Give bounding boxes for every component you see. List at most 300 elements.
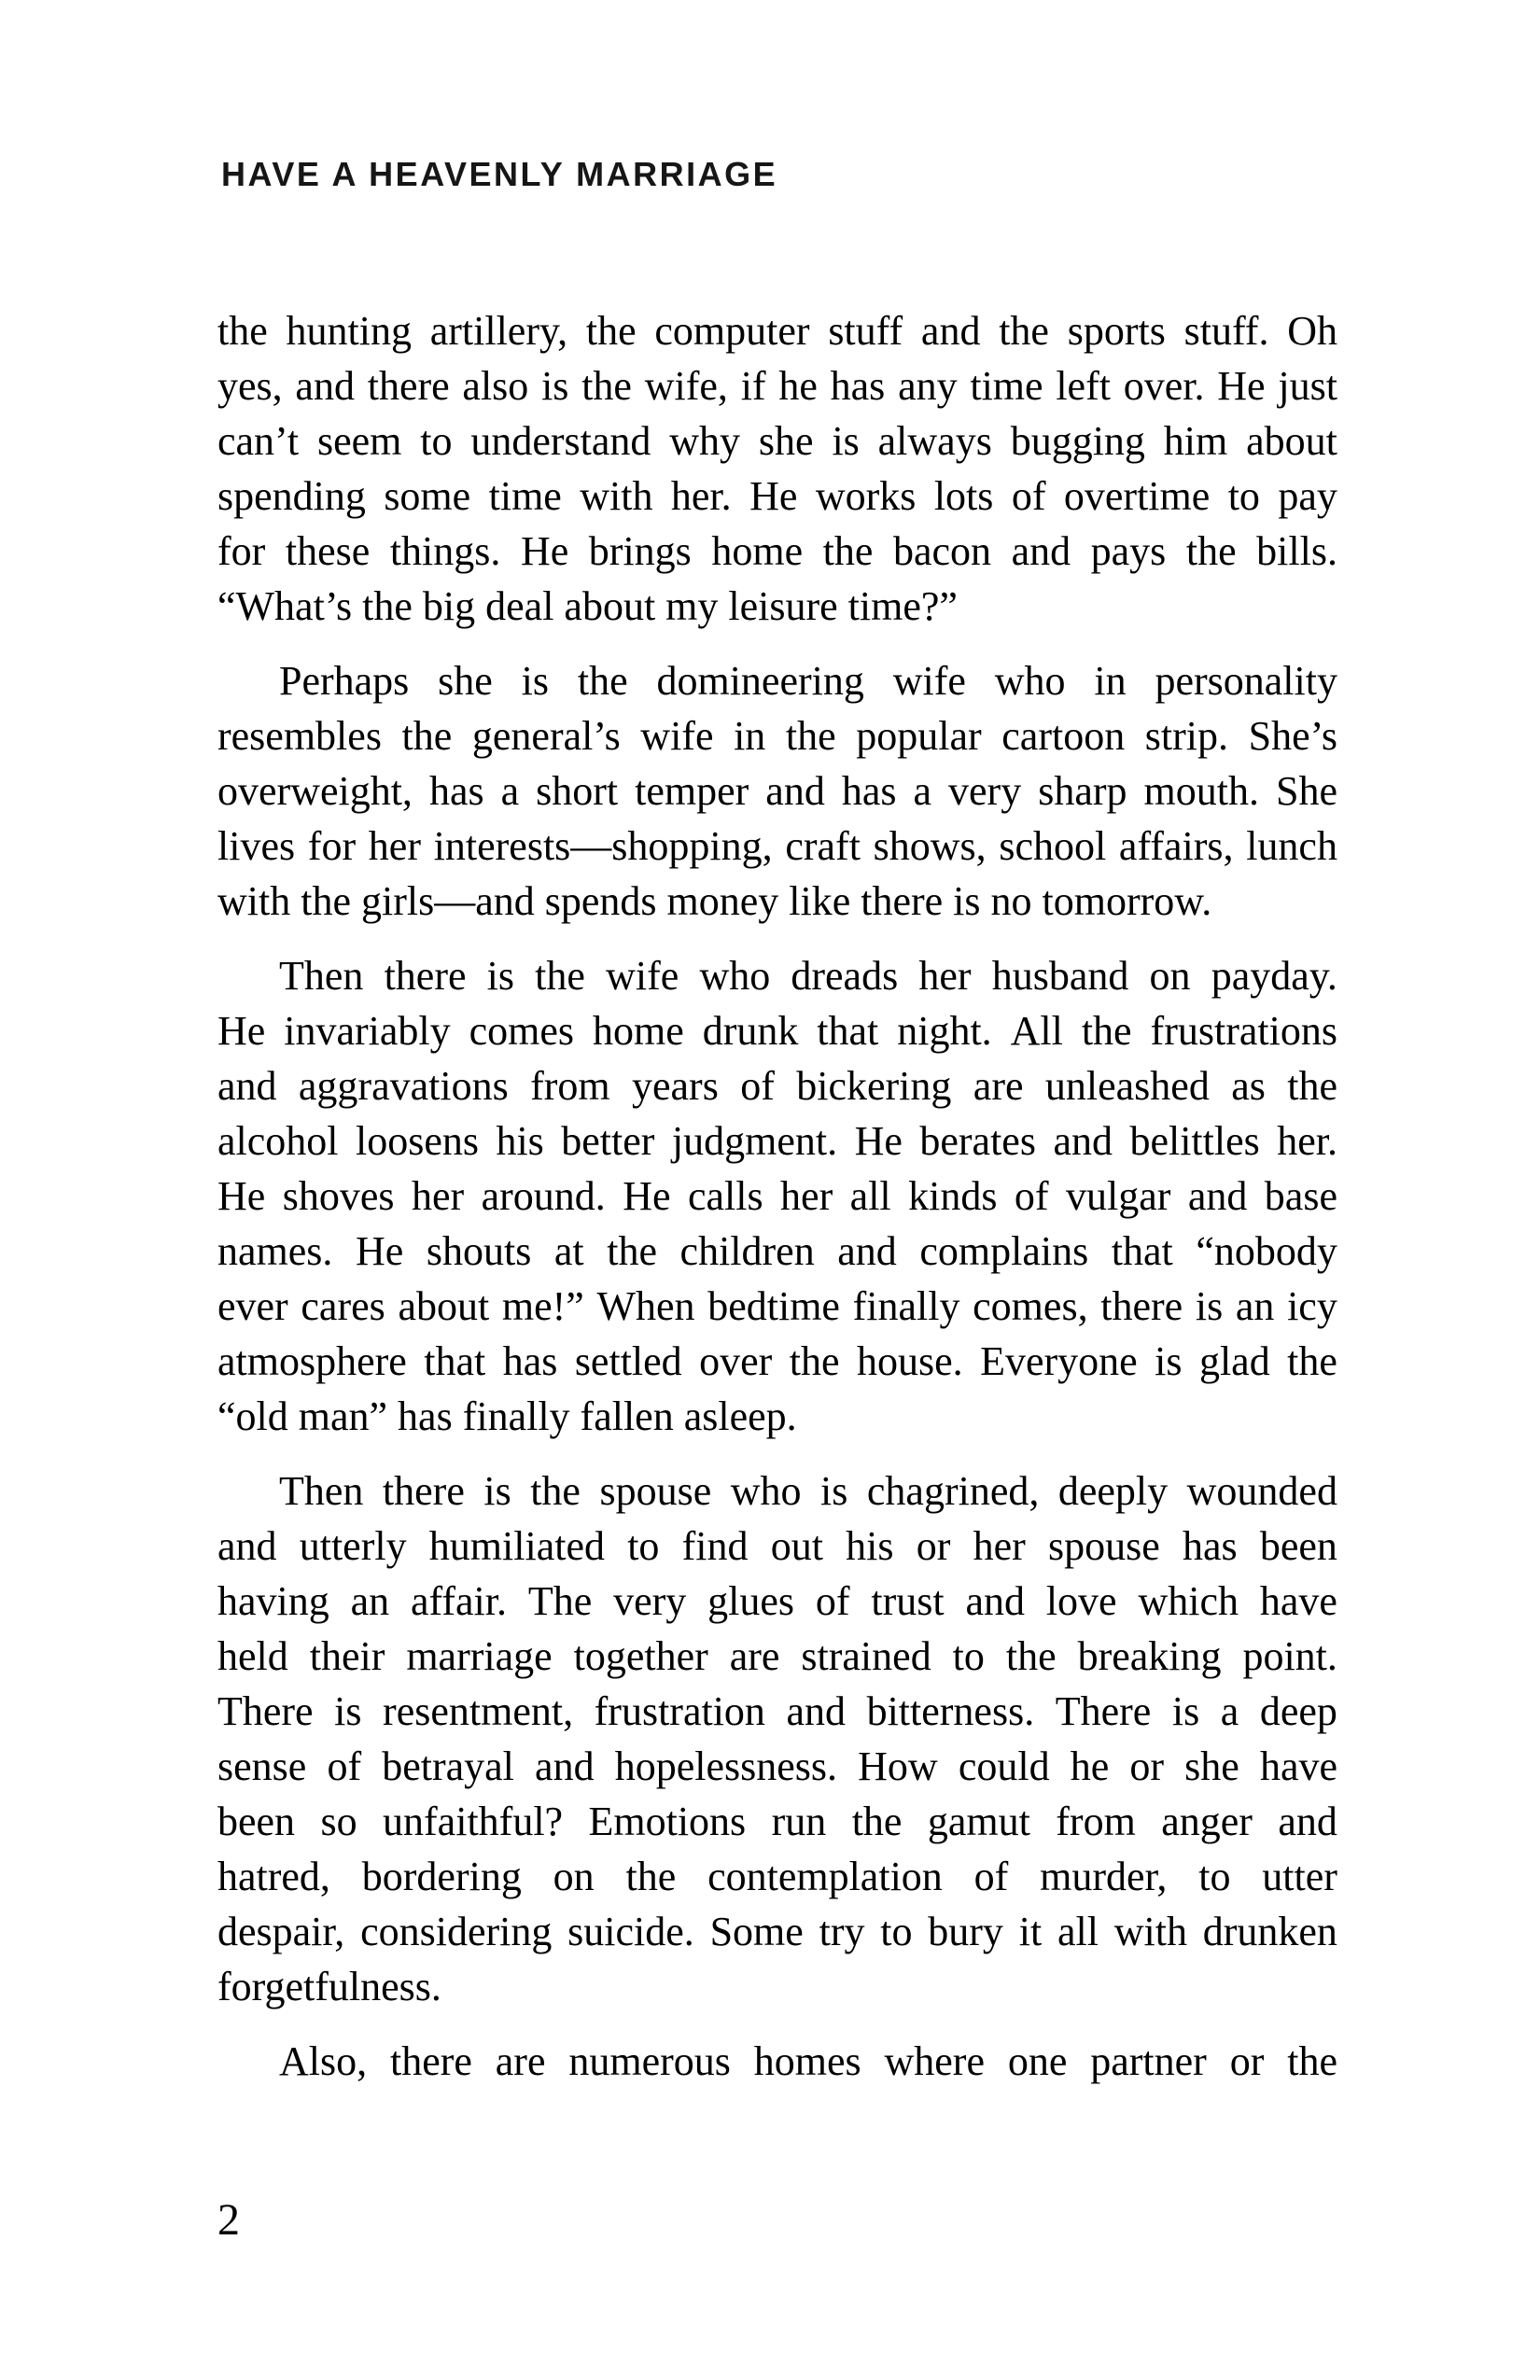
word: the [785,713,836,759]
word: humiliated [428,1523,605,1569]
word: dreads [791,953,899,999]
word: overtime [1063,473,1211,519]
word: wife [606,953,679,999]
word: to [420,418,453,464]
word: calls [687,1173,763,1219]
word: any [898,363,958,409]
word: from [530,1063,610,1109]
word: and [765,768,825,814]
word: her [780,1173,833,1219]
word: wife, [644,363,728,409]
text-line [217,1224,1337,1279]
word: hunting [286,308,412,354]
text-line [217,1519,1337,1574]
text-line [217,303,1337,358]
word: she [1184,1743,1239,1789]
word: temper [635,768,749,814]
word: despair, [217,1909,345,1954]
word: ever [217,1283,288,1329]
word: There [217,1688,314,1734]
word: stuff. [1183,308,1269,354]
word: her [411,1173,465,1219]
word: Then [279,1468,364,1514]
word: his [496,1118,544,1164]
text-line [217,819,1337,874]
word: of [740,1063,775,1109]
text-line [217,1574,1337,1629]
word: one [1007,2038,1068,2084]
word: All [1010,1008,1063,1054]
word: hopelessness. [614,1743,838,1789]
word: the [999,308,1049,354]
word: on [553,1854,595,1899]
word: How [858,1743,938,1789]
word: which [1138,1578,1239,1624]
word: having [217,1578,329,1624]
word: resentment, [383,1688,574,1734]
word: chagrined, [866,1468,1040,1514]
word: deeply [1057,1468,1169,1514]
word: is [1171,1688,1200,1734]
word: to [1198,1854,1231,1899]
paragraph [217,303,1337,634]
word: all [849,1173,891,1219]
word: gamut [927,1799,1030,1844]
word: or [1129,1743,1165,1789]
word: there [367,363,450,409]
word: Some [709,1909,804,1954]
word: understand [470,418,651,464]
word: held [217,1633,288,1679]
word: He [520,528,569,574]
word: find [681,1523,749,1569]
word: overweight, [217,768,413,814]
word: affair. [410,1578,508,1624]
word: and [837,1228,897,1274]
word: she [438,658,493,704]
word: who [730,1468,802,1514]
word: lots [933,473,994,519]
word: cares [301,1283,385,1329]
word: her [368,823,421,869]
word: about [1246,418,1337,464]
word: can’t [217,418,300,464]
word: with [580,473,653,519]
word: with [1113,1909,1187,1954]
text-line [217,1463,1337,1519]
word: belittles [1129,1118,1260,1164]
word: love [1045,1578,1117,1624]
word: bury [928,1909,1003,1954]
word: has [830,363,886,409]
word: vulgar [1065,1173,1171,1219]
word: betrayal [382,1743,514,1789]
text-line [217,1739,1337,1794]
body-text [217,303,1337,2089]
word: their [309,1633,385,1679]
word: domineering [656,658,864,704]
word: better [561,1118,655,1164]
word: out [770,1523,823,1569]
word: suicide. [567,1909,694,1954]
word: mouth. [1143,768,1259,814]
word: marriage [406,1633,553,1679]
word: comes [469,1008,575,1054]
word: there [1100,1283,1183,1329]
word: craft [785,823,861,869]
word: comes, [973,1283,1088,1329]
word: strained [801,1633,931,1679]
word: bordering [361,1854,522,1899]
word: stuff [828,308,903,354]
word: some [384,473,471,519]
word: he [1070,1743,1110,1789]
word: of [1014,1173,1049,1219]
word: the [1287,2038,1337,2084]
word: is [486,953,515,999]
word: or [916,1523,951,1569]
word: all [1057,1909,1099,1954]
word: run [771,1799,827,1844]
word: and [1187,1173,1248,1219]
word: numerous [568,2038,731,2084]
word: He [749,473,798,519]
word: pays [1090,528,1167,574]
paragraph [217,2034,1337,2089]
text-line [217,1904,1337,1959]
word: over. [1123,363,1205,409]
text-line [217,1279,1337,1334]
word: years [632,1063,719,1109]
word: that [817,1008,879,1054]
word: frustrations [1150,1008,1337,1054]
word: bedtime [707,1283,840,1329]
page-number: 2 [217,2195,240,2245]
text-line [217,1058,1337,1113]
word: wounded [1186,1468,1337,1514]
word: the [789,1338,840,1384]
text-line [217,1629,1337,1684]
word: He [623,1173,671,1219]
word: the [1287,1063,1337,1109]
word: things. [389,528,501,574]
word: if [740,363,766,409]
text-line: with the girls—and spends money like there is no tomorrow. [217,878,1212,924]
word: to [880,1909,913,1954]
word: He [854,1118,903,1164]
word: for [217,528,266,574]
word: sports [1067,308,1166,354]
word: has [1182,1523,1238,1569]
word: the [1185,528,1237,574]
text-line [217,1684,1337,1739]
word: where [884,2038,985,2084]
word: in [1094,658,1127,704]
word: sharp [1038,768,1127,814]
text-line [217,469,1337,524]
word: home [592,1008,684,1054]
word: just [1278,363,1337,409]
word: unleashed [1044,1063,1210,1109]
word: Perhaps [279,658,410,704]
word: and [965,1578,1025,1624]
word: utterly [299,1523,407,1569]
word: He [355,1228,404,1274]
word: breaking [1077,1633,1222,1679]
word: could [958,1743,1050,1789]
word: murder, [1040,1854,1168,1899]
word: contemplation [707,1854,943,1899]
word: and [217,1063,277,1109]
word: from [1056,1799,1136,1844]
word: children [679,1228,815,1274]
word: aggravations [298,1063,509,1109]
word: glad [1198,1338,1270,1384]
word: there [382,1468,465,1514]
text-line [217,653,1337,708]
word: why [669,418,741,464]
word: are [729,1633,780,1679]
word: She [1275,768,1337,814]
text-line [217,1849,1337,1904]
word: there [389,2038,472,2084]
word: the [217,308,268,354]
text-line [217,1794,1337,1849]
word: and [1278,1799,1337,1844]
word: on [1149,953,1191,999]
word: general’s [471,713,621,759]
word: personality [1155,658,1337,704]
word: bacon [892,528,992,574]
word: who [994,658,1066,704]
word: There [1055,1688,1152,1734]
word: to [627,1523,660,1569]
word: the [607,1228,657,1274]
word: artillery, [429,308,568,354]
word: is [521,658,550,704]
text-line [217,1003,1337,1058]
word: is [832,418,860,464]
word: that [424,1338,486,1384]
word: judgment. [671,1118,838,1164]
word: bills. [1256,528,1337,574]
word: and [295,363,355,409]
word: her [918,953,972,999]
word: resembles [217,713,382,759]
word: has [841,768,897,814]
word: Everyone [980,1338,1138,1384]
word: the [1005,1633,1057,1679]
paragraph [217,948,1337,1444]
word: bugging [1010,418,1145,464]
word: left [1056,363,1111,409]
word: Then [279,953,364,999]
word: is [1155,1338,1183,1384]
word: drunken [1202,1909,1337,1954]
text-line [217,2034,1337,2089]
word: He [217,1008,266,1054]
word: of [327,1743,362,1789]
word: Oh [1287,308,1337,354]
word: is [483,1468,511,1514]
text-line [217,1169,1337,1224]
word: the [530,1468,581,1514]
text-line [217,763,1337,819]
word: affairs, [1118,823,1234,869]
text-line: “What’s the big deal about my leisure time?” [217,583,958,629]
word: point. [1242,1633,1337,1679]
word: try [819,1909,865,1954]
word: have [1259,1743,1337,1789]
word: been [217,1799,296,1844]
word: and [786,1688,847,1734]
word: unfaithful? [383,1799,564,1844]
word: icy [1287,1283,1337,1329]
word: bitterness. [866,1688,1035,1734]
word: loosens [355,1118,479,1164]
word: the [577,658,628,704]
word: been [1259,1523,1337,1569]
paragraph [217,653,1337,929]
word: is [820,1468,848,1514]
word: anger [1161,1799,1253,1844]
text-line [217,413,1337,469]
word: to [952,1633,985,1679]
text-line: “old man” has finally fallen asleep. [217,1393,797,1439]
word: complains [919,1228,1089,1274]
word: an [1235,1283,1275,1329]
text-line [217,1334,1337,1389]
word: and [217,1523,277,1569]
word: has [428,768,484,814]
word: at [553,1228,584,1274]
word: he [778,363,818,409]
word: partner [1090,2038,1207,2084]
word: works [815,473,917,519]
word: a [1220,1688,1239,1734]
word: She’s [1248,713,1337,759]
word: considering [360,1909,553,1954]
word: utter [1262,1854,1337,1899]
word: it [1018,1909,1043,1954]
word: an [350,1578,390,1624]
word: yes, [217,363,283,409]
word: the [851,1799,903,1844]
word: over [699,1338,773,1384]
word: and [1011,528,1071,574]
word: and [535,1743,595,1789]
word: time [970,363,1043,409]
word: who [699,953,771,999]
word: these [285,528,371,574]
word: the [625,1854,677,1899]
word: and [920,308,981,354]
word: When [596,1283,695,1329]
text-line: forgetfulness. [217,1964,441,2009]
word: in [734,713,766,759]
word: the [581,363,632,409]
word: popular [856,713,982,759]
word: or [1229,2038,1265,2084]
running-header: HAVE A HEAVENLY MARRIAGE [221,155,778,193]
word: wife [892,658,966,704]
word: base [1264,1173,1337,1219]
word: is [334,1688,362,1734]
word: names. [217,1228,333,1274]
word: sense [217,1743,307,1789]
word: The [527,1578,593,1624]
word: and [1053,1118,1113,1164]
word: her. [670,473,732,519]
word: me!” [501,1283,584,1329]
word: of [973,1854,1009,1899]
text-line [217,524,1337,579]
word: so [320,1799,357,1844]
word: finally [852,1283,960,1329]
word: homes [753,2038,861,2084]
word: around. [481,1173,606,1219]
word: are [973,1063,1024,1109]
word: night. [897,1008,992,1054]
word: seem [317,418,402,464]
text-line [217,358,1337,413]
word: bickering [796,1063,952,1109]
word: atmosphere [217,1338,407,1384]
word: berates [919,1118,1036,1164]
word: alcohol [217,1118,339,1164]
word: for [307,823,357,869]
word: the [1081,1008,1132,1054]
word: the [1287,1338,1337,1384]
word: trust [871,1578,945,1624]
word: brings [588,528,692,574]
word: about [398,1283,490,1329]
word: short [536,768,619,814]
word: He [1217,363,1266,409]
word: invariably [284,1008,451,1054]
word: settled [574,1338,682,1384]
word: him [1163,418,1228,464]
word: spouse [1047,1523,1160,1569]
word: pay [1278,473,1337,519]
word: that [1111,1228,1173,1274]
word: Emotions [588,1799,747,1844]
word: frustration [594,1688,765,1734]
word: very [948,768,1022,814]
word: she [758,418,814,464]
word: is [1195,1283,1224,1329]
word: husband [991,953,1129,999]
word: drunk [702,1008,799,1054]
word: shows, [873,823,987,869]
word: very [613,1578,687,1624]
word: to [1227,473,1260,519]
word: shouts [426,1228,532,1274]
word: lunch [1246,823,1337,869]
word: also [462,363,529,409]
word: as [1231,1063,1266,1109]
word: “nobody [1196,1228,1337,1274]
word: payday. [1211,953,1337,999]
word: computer [654,308,810,354]
word: are [495,2038,546,2084]
word: there [384,953,467,999]
word: the [822,528,874,574]
word: spending [217,473,366,519]
word: interests—shopping, [433,823,773,869]
word: have [1259,1578,1337,1624]
word: school [999,823,1107,869]
